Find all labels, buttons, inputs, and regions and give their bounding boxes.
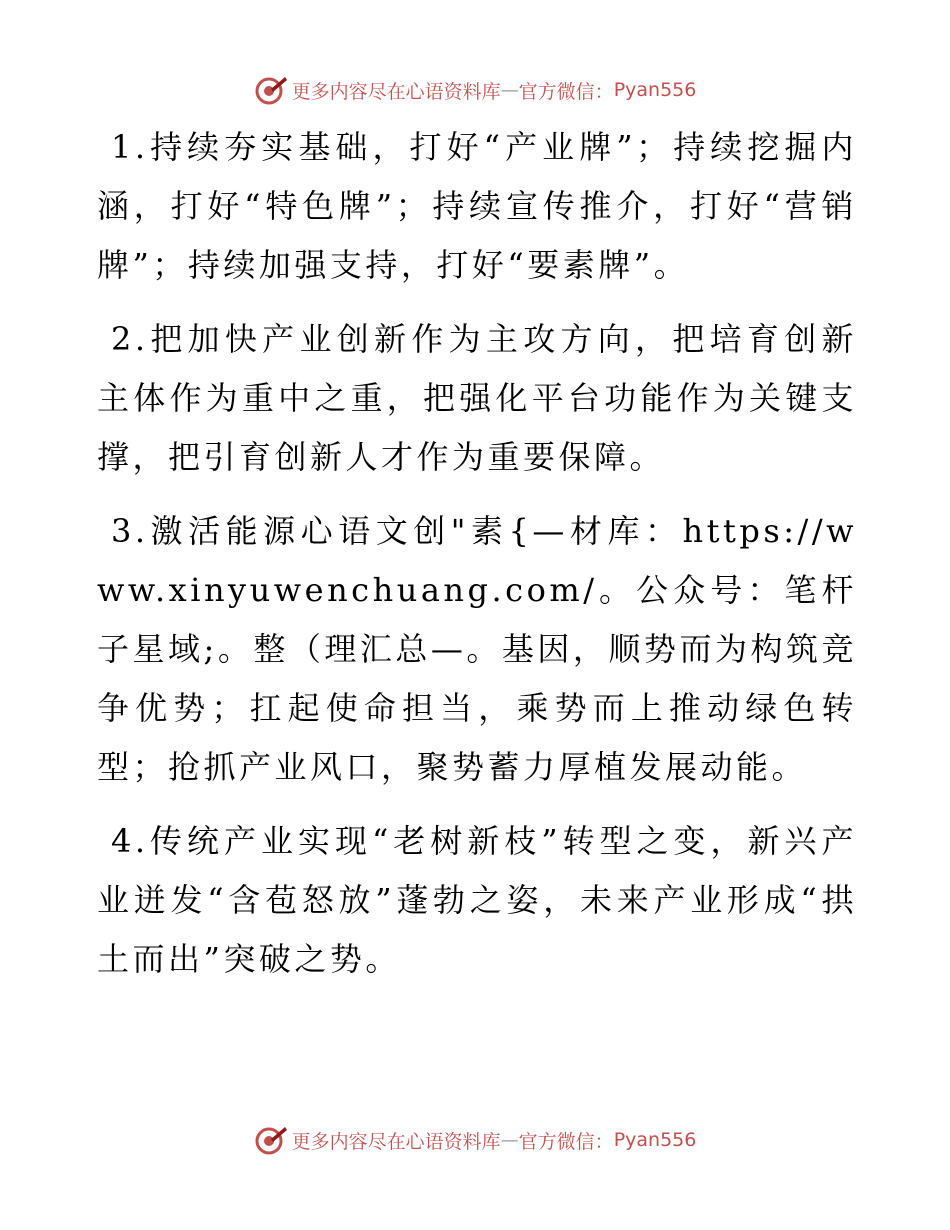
footer-watermark [0,1120,950,1160]
header-watermark [0,70,950,110]
logo-icon [254,1123,288,1157]
paragraph-number: 3. [111,512,149,550]
watermark-text: 更多内容尽在心语资料库 [291,1130,501,1153]
watermark-separator: — [500,1129,519,1151]
paragraph-text: 持续夯实基础，打好“产业牌”；持续挖掘内涵，打好“特色牌”；持续宣传推介，打好“营销牌”；持续加强支持，打好“要素牌”。 [97,128,857,284]
paragraph-3 [97,502,857,797]
watermark-wechat-id: Pyan556 [613,79,697,101]
paragraph-number: 4. [111,822,149,860]
logo-icon [254,73,288,107]
watermark-official: 官方微信： [518,1130,614,1153]
paragraph-text: 把加快产业创新作为主攻方向，把培育创新主体作为重中之重，把强化平台功能作为关键支撑，把引育创新人才作为重要保障。 [97,320,857,476]
paragraph-4 [97,812,857,989]
watermark-wechat-id: Pyan556 [613,1129,697,1151]
paragraph-2 [97,310,857,487]
paragraph-1 [97,118,857,295]
paragraph-text: 传统产业实现“老树新枝”转型之变，新兴产业迸发“含苞怒放”蓬勃之姿，未来产业形成“拱土而出”突破之势。 [97,822,857,978]
watermark-separator: — [500,79,519,101]
watermark-official: 官方微信： [518,80,614,103]
paragraph-text: 激活能源心语文创"素{—材库：https://www.xinyuwenchuang.com/。公众号：笔杆子星域;。整（理汇总—。基因，顺势而为构筑竞争优势；扛起使命担当，乘势而上推动绿色转型；抢抓产业风口，聚势蓄力厚植发展动能。 [97,512,857,786]
document-body [97,118,857,1004]
paragraph-number: 1. [111,128,149,166]
paragraph-number: 2. [111,320,149,358]
watermark-text: 更多内容尽在心语资料库 [291,80,501,103]
